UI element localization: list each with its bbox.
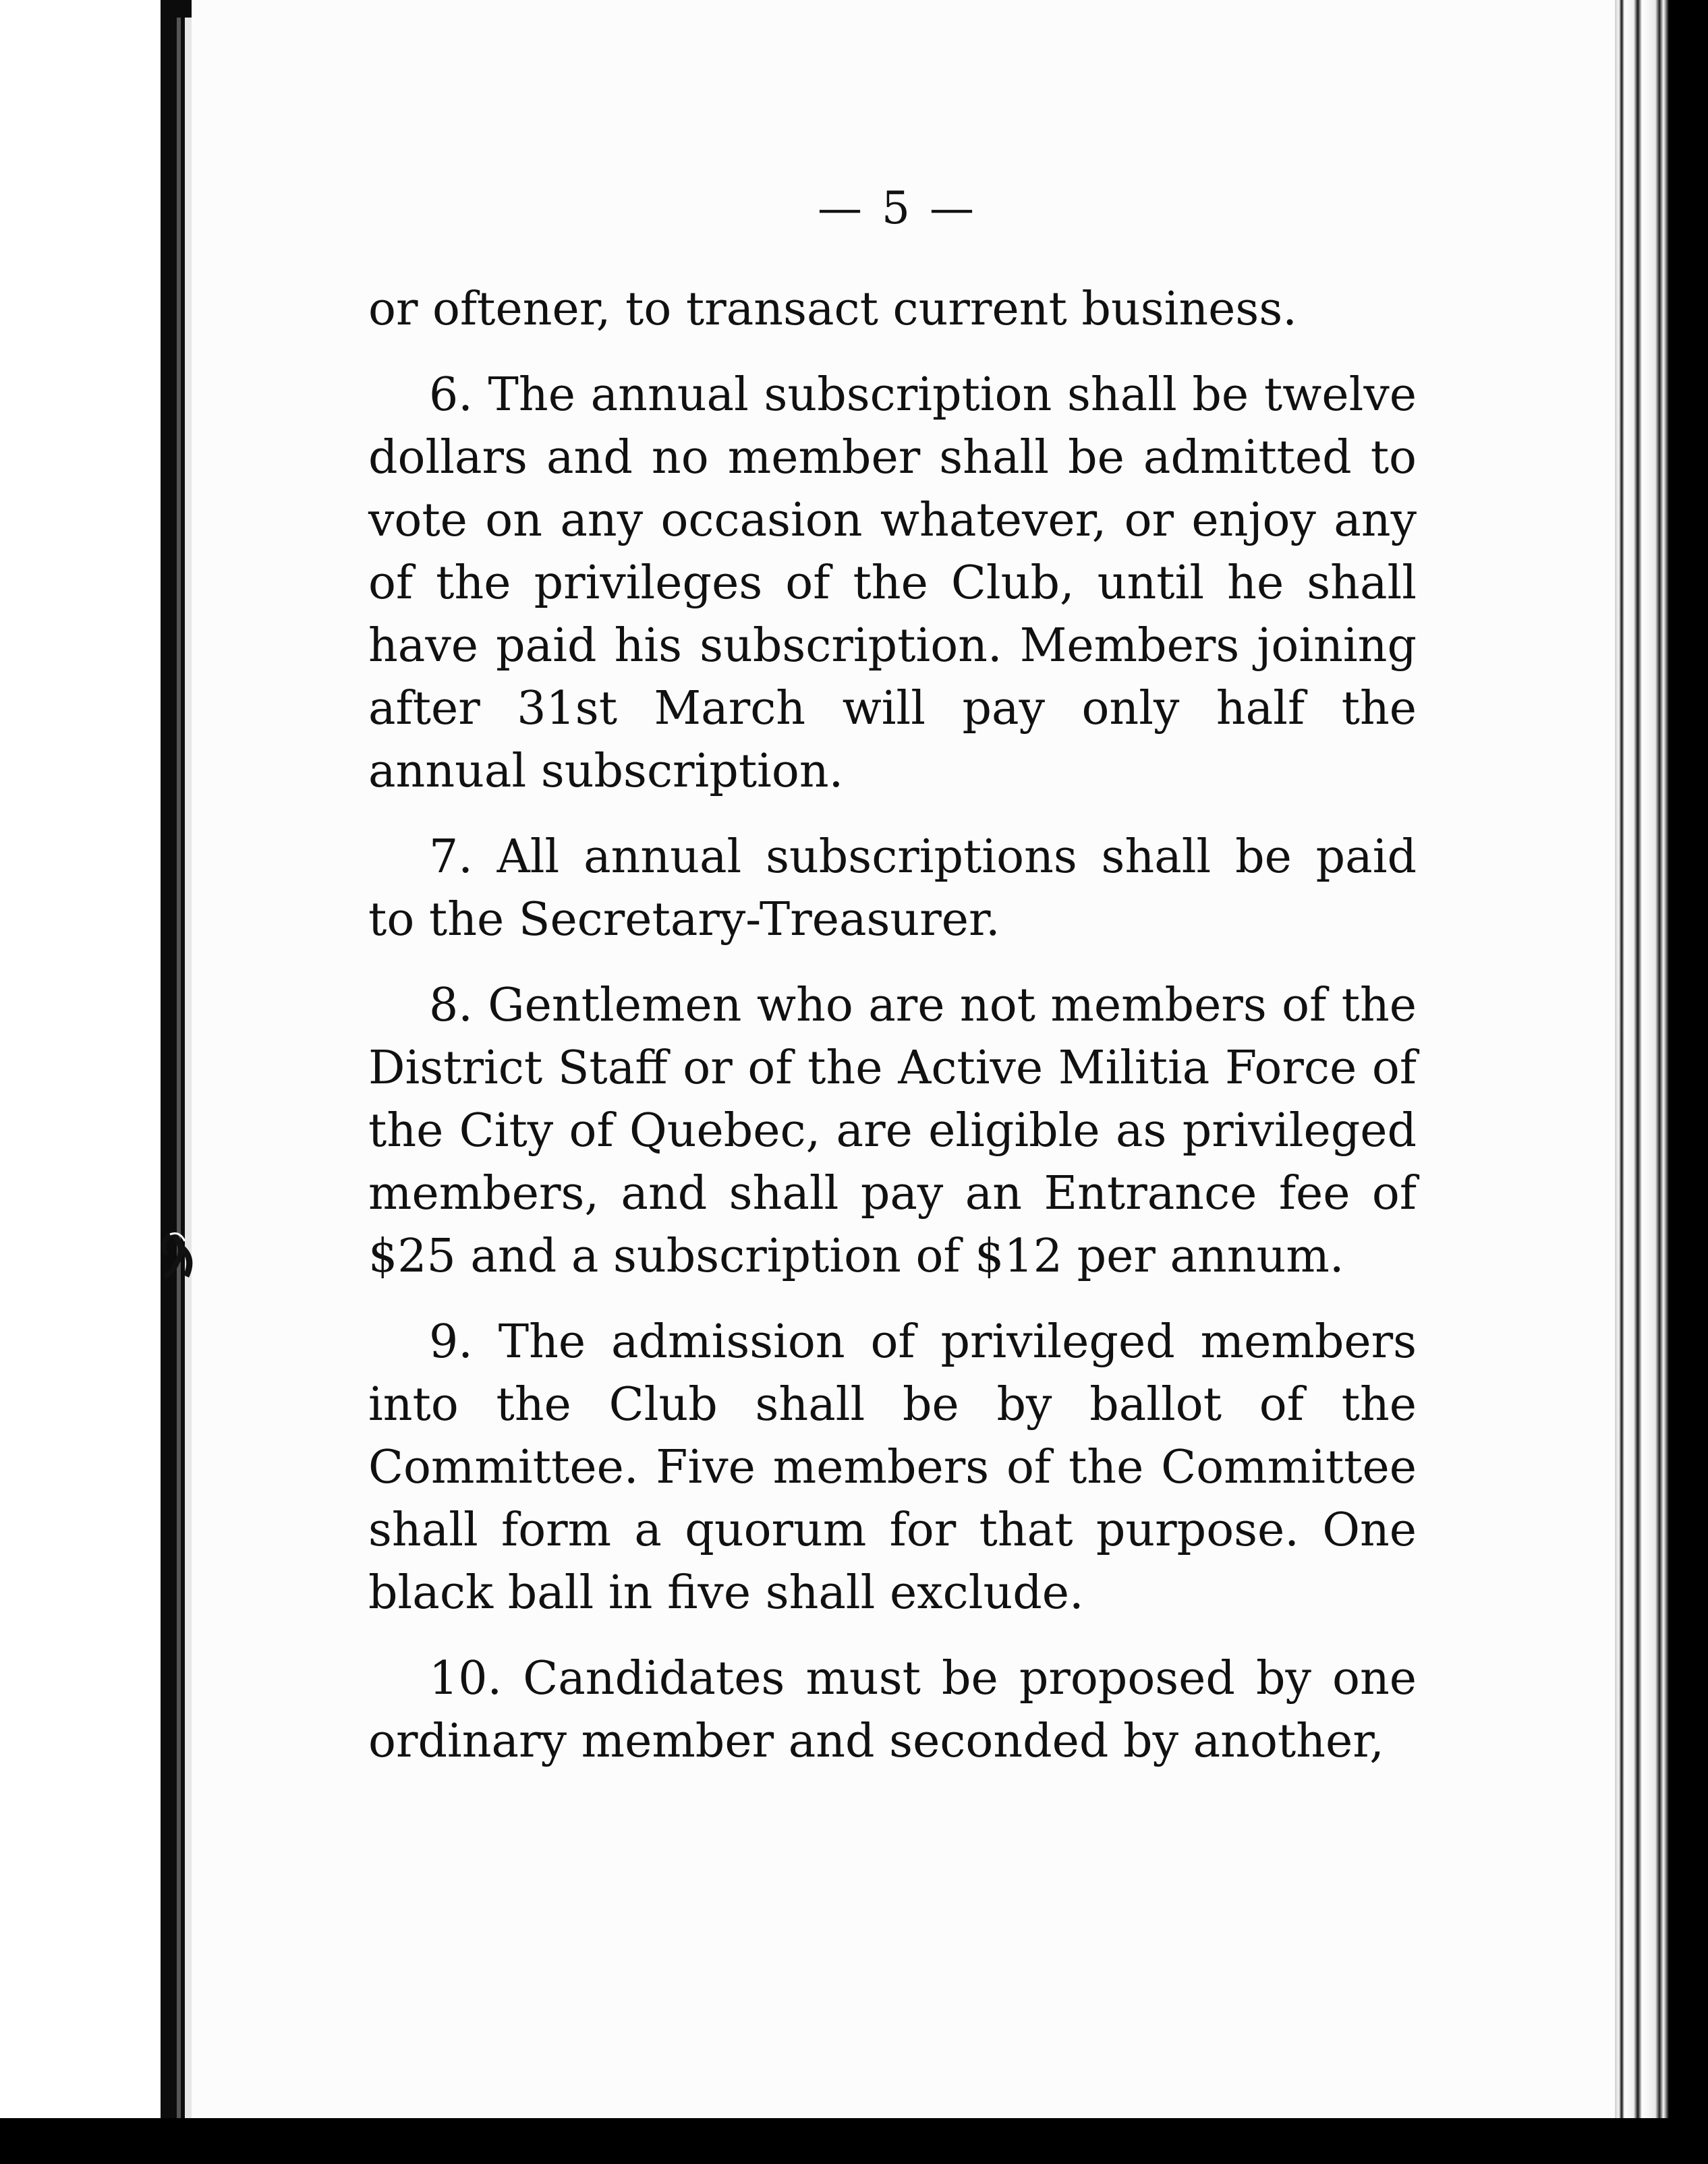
paragraph-rule-7: 7. All annual subscriptions shall be paid to the Secretary-Treasurer. — [368, 830, 1417, 946]
body-text — [368, 278, 1417, 1773]
left-margin — [0, 0, 161, 2164]
spine-edge — [177, 0, 181, 2164]
bottom-border — [0, 2118, 1708, 2164]
paragraph-rule-8: 8. Gentlemen who are not members of the District Staff or of the Active Militia Force of the City of Quebec, are eligible as privileged members, and shall pay an Entrance fee of $25 and a subscription of $12 per annum. — [368, 979, 1417, 1283]
paragraph-rule-10: 10. Candidates must be proposed by one ordinary member and seconded by another, — [368, 1652, 1417, 1768]
page-gutter — [185, 0, 192, 2164]
page-number: — 5 — — [818, 182, 977, 234]
paragraph-rule-6: 6. The annual subscription shall be twelve dollars and no member shall be admitted to vote on any occasion whatever, or enjoy any of the privileges of the Club, until he shall have paid his subscription. Members joining after 31st March will pay only half the annual subscription. — [368, 368, 1417, 798]
paragraph-rule-9: 9. The admission of privileged members into the Club shall be by ballot of the Committee. Five members of the Committee shall form a quorum for that purpose. One black ball in five shall exclude. — [368, 1315, 1417, 1620]
book-spine — [161, 0, 185, 2164]
paragraph-continuation: or oftener, to transact current business. — [368, 283, 1297, 336]
page-edges — [1615, 0, 1708, 2164]
binding-thread-icon — [152, 1228, 201, 1280]
